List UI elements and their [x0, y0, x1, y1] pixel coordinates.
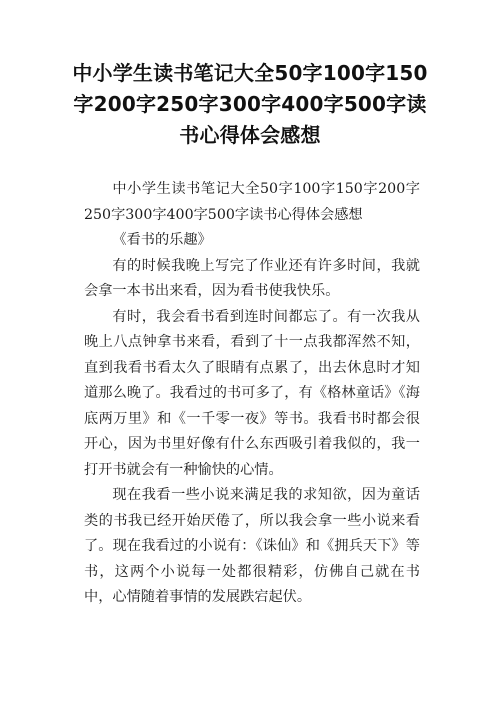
document-body: [84, 177, 420, 611]
paragraph: 现在我看一些小说来满足我的求知欲，因为童话类的书我已经开始厌倦了，所以我会拿一些小说来看了。现在我看过的小说有：《诛仙》和《拥兵天下》等书，这两个小说每一处都很精彩，仿佛自己就在书中，心情随着事情的发展跌宕起伏。: [84, 487, 420, 605]
document-title: 中小学生读书笔记大全50字100字150字200字250字300字400字500字读书心得体会感想: [72, 61, 428, 147]
paragraph-essay-title: 《看书的乐趣》: [112, 232, 212, 248]
paragraph: 有时，我会看书看到连时间都忘了。有一次我从晚上八点钟拿书来看，看到了十一点我都浑然不知，直到我看书看太久了眼睛有点累了，出去休息时才知道那么晚了。我看过的书可多了，有《格林童话》《海底两万里》和《一千零一夜》等书。我看书时都会很开心，因为书里好像有什么东西吸引着我似的，我一打开书就会有一种愉快的心情。: [84, 308, 420, 478]
paragraph: 有的时候我晚上写完了作业还有许多时间，我就会拿一本书出来看，因为看书使我快乐。: [84, 257, 420, 299]
paragraph-heading-repeat: 中小学生读书笔记大全50字100字150字200字250字300字400字500字读书心得体会感想: [84, 181, 420, 223]
